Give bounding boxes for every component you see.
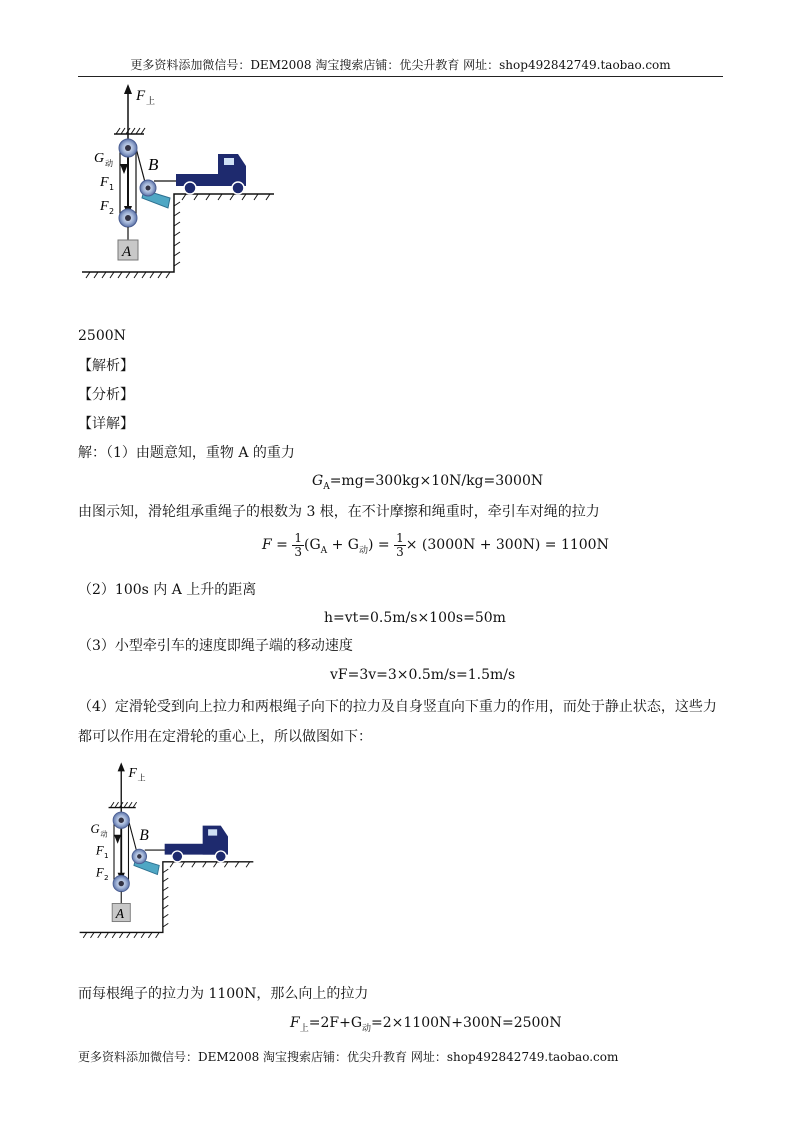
step4-conclusion: 而每根绳子的拉力为 1100N，那么向上的拉力	[78, 986, 369, 1002]
svg-text:1: 1	[104, 851, 109, 861]
label-a: A	[122, 244, 132, 260]
page-header: 更多资料添加微信号：DEM2008 淘宝搜索店铺：优尖升教育 网址：shop492842749.taobao.com	[78, 56, 723, 77]
label-f1: F	[100, 175, 109, 190]
label-f2-2: F	[95, 865, 104, 880]
section-jiexi: 【解析】	[78, 358, 134, 374]
step3-equation: vF=3v=3×0.5m/s=1.5m/s	[330, 667, 516, 683]
label-f2: F	[100, 199, 109, 214]
pulley-diagram-2	[76, 760, 266, 942]
step1-equation: $G_A=mg=300kg\times 10N/kg=3000N$	[312, 473, 544, 492]
svg-text:上: 上	[137, 772, 146, 783]
svg-text:2: 2	[104, 872, 109, 882]
step2-intro: （2）100s 内 A 上升的距离	[78, 582, 257, 598]
svg-text:动: 动	[105, 159, 113, 168]
label-g-2: G	[90, 821, 100, 836]
page-footer: 更多资料添加微信号：DEM2008 淘宝搜索店铺：优尖升教育 网址：shop492842749.taobao.com	[78, 1050, 619, 1064]
step1-equation-2: F = $\frac{1}{3}$ $(G_A + G_动)$ = $\frac{1}{3}$ × (3000N + 300N) = 1100N	[262, 530, 609, 559]
pulley-diagram-1	[78, 82, 288, 282]
step4-equation: $F_上=2F+G_动=2\times 1100N+300N=2500N$	[290, 1015, 562, 1034]
label-f1-2: F	[95, 843, 104, 858]
step1-intro: 解：（1）由题意知，重物 A 的重力	[78, 445, 295, 461]
label-f-up-2: F	[128, 764, 137, 780]
label-b-2: B	[139, 827, 149, 845]
svg-text:1: 1	[109, 183, 115, 192]
label-b: B	[148, 155, 159, 174]
answer-value: 2500N	[78, 328, 126, 344]
label-f-up: F	[136, 88, 146, 104]
svg-text:动: 动	[100, 829, 108, 839]
step1-text: 由图示知，滑轮组承重绳子的根数为 3 根，在不计摩擦和绳重时，牵引车对绳的拉力	[78, 504, 600, 520]
label-a-2: A	[115, 905, 125, 921]
step3-intro: （3）小型牵引车的速度即绳子端的移动速度	[78, 638, 353, 654]
svg-text:2: 2	[109, 207, 115, 216]
svg-text:上: 上	[146, 97, 156, 107]
label-g: G	[94, 151, 105, 166]
step4-text: （4）定滑轮受到向上拉力和两根绳子向下的拉力及自身竖直向下重力的作用，而处于静止状态，这些力都可以作用在定滑轮的重心上，所以做图如下：	[78, 699, 717, 745]
step2-equation: h=vt=0.5m/s×100s=50m	[324, 610, 506, 626]
section-xiangjie: 【详解】	[78, 416, 134, 432]
section-fenxi: 【分析】	[78, 387, 134, 403]
